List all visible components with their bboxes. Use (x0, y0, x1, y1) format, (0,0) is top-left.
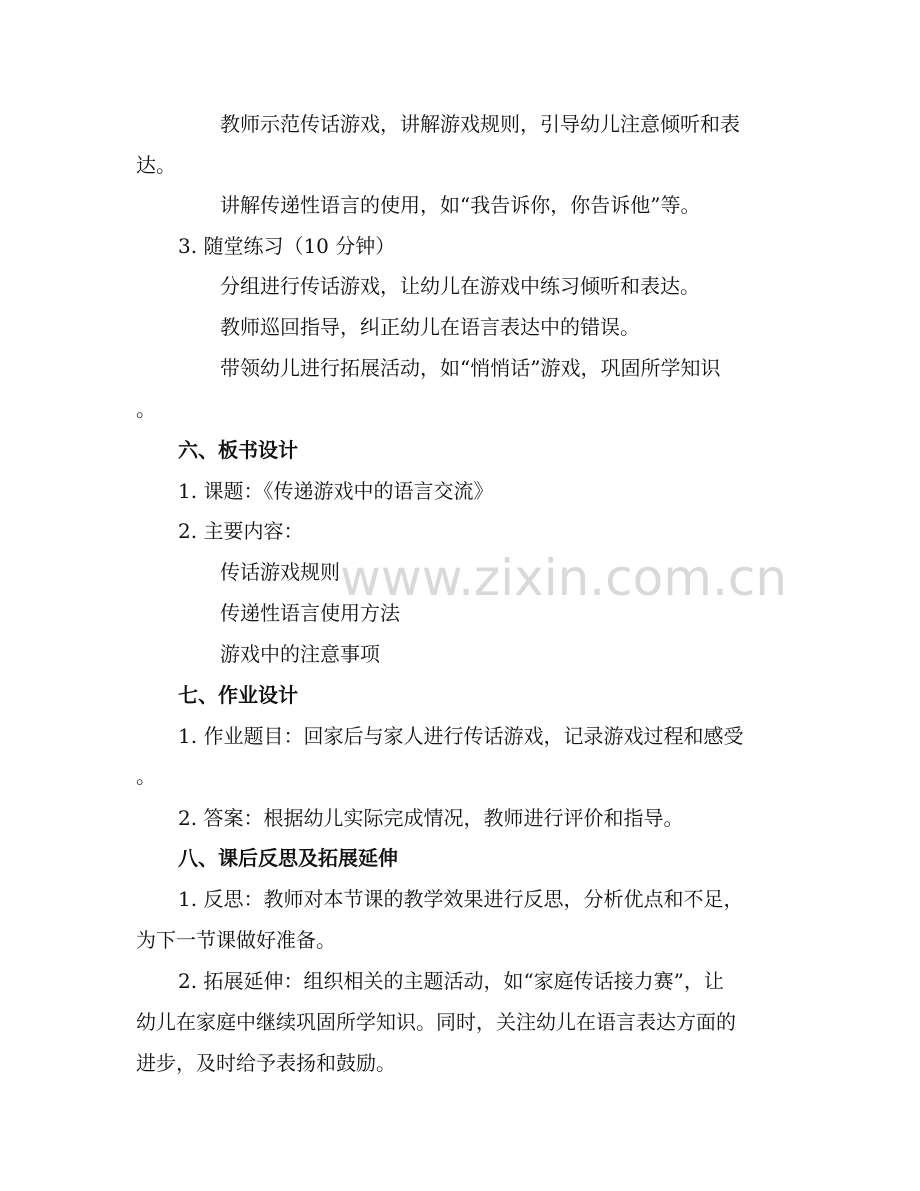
list-item: 2. 主要内容： (178, 519, 304, 543)
paragraph-line: 进步，及时给予表扬和鼓励。 (136, 1051, 396, 1075)
paragraph-line: 传递性语言使用方法 (220, 601, 400, 625)
list-item: 2. 拓展延伸：组织相关的主题活动，如“家庭传话接力赛”，让 (178, 969, 724, 993)
paragraph-line: 。 (136, 764, 156, 788)
paragraph-line: 。 (136, 397, 156, 421)
section-heading: 八、课后反思及拓展延伸 (178, 846, 398, 870)
paragraph-line: 为下一节课做好准备。 (136, 928, 336, 952)
paragraph-line: 达。 (136, 153, 176, 177)
section-heading: 六、板书设计 (178, 438, 298, 462)
paragraph-line: 游戏中的注意事项 (220, 642, 380, 666)
paragraph-line: 讲解传递性语言的使用，如“我告诉你，你告诉他”等。 (220, 193, 701, 217)
list-item: 1. 作业题目：回家后与家人进行传话游戏，记录游戏过程和感受 (178, 724, 744, 748)
watermark: www.zixin.com.cn (340, 549, 788, 607)
paragraph-line: 教师巡回指导，纠正幼儿在语言表达中的错误。 (220, 315, 640, 339)
list-item: 1. 反思：教师对本节课的教学效果进行反思，分析优点和不足， (178, 887, 744, 911)
paragraph-line: 幼儿在家庭中继续巩固所学知识。同时，关注幼儿在语言表达方面的 (136, 1010, 736, 1034)
paragraph-line: 传话游戏规则 (220, 560, 340, 584)
list-item: 1. 课题：《传递游戏中的语言交流》 (178, 479, 494, 503)
list-item: 3. 随堂练习（10 分钟） (178, 234, 396, 258)
list-item: 2. 答案：根据幼儿实际完成情况，教师进行评价和指导。 (178, 806, 684, 830)
paragraph-line: 带领幼儿进行拓展活动，如“悄悄话”游戏，巩固所学知识 (220, 356, 721, 380)
section-heading: 七、作业设计 (178, 683, 298, 707)
paragraph-line: 分组进行传话游戏，让幼儿在游戏中练习倾听和表达。 (220, 274, 700, 298)
paragraph-line: 教师示范传话游戏，讲解游戏规则，引导幼儿注意倾听和表 (220, 112, 740, 136)
